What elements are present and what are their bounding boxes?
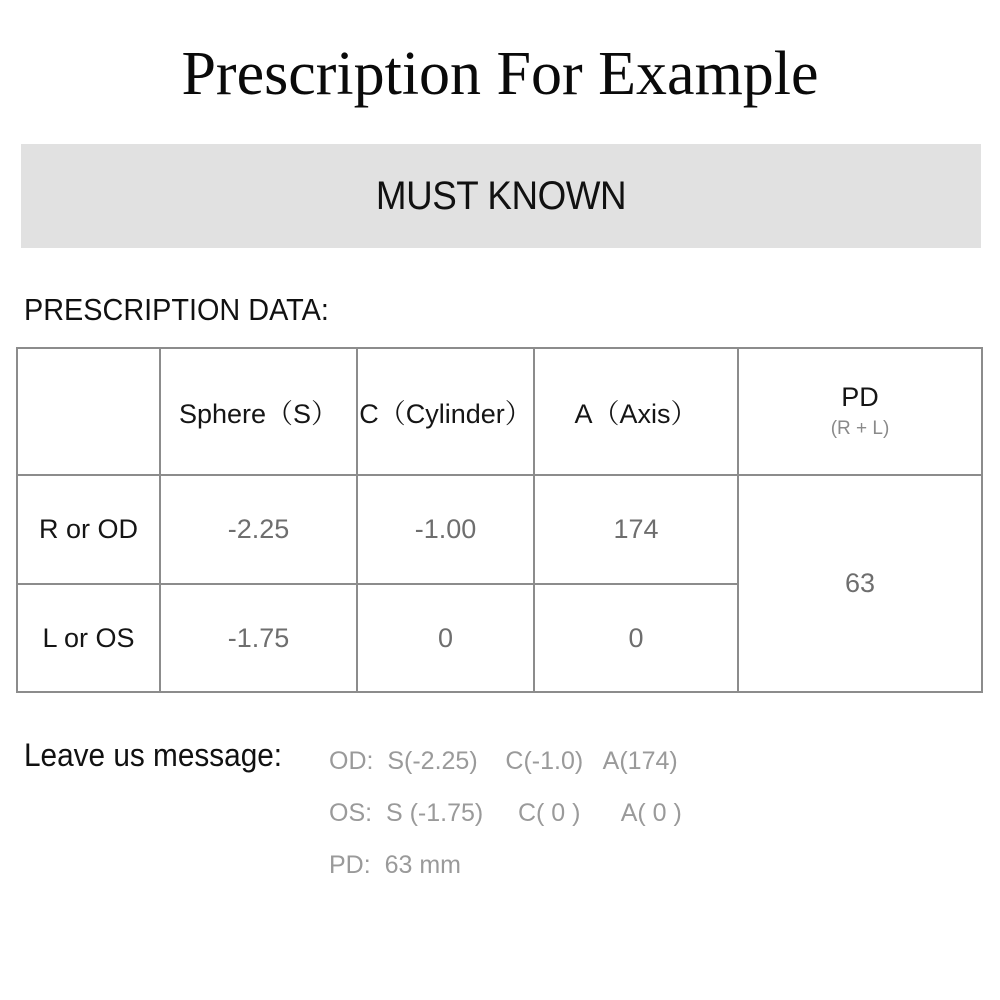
row-label-left: L or OS	[17, 584, 160, 692]
left-axis-value: 0	[534, 584, 738, 692]
row-label-right: R or OD	[17, 475, 160, 584]
prescription-table	[16, 347, 983, 693]
right-axis-value: 174	[534, 475, 738, 584]
page-title: Prescription For Example	[181, 40, 819, 108]
header-sphere: Sphere（S）	[160, 348, 357, 475]
right-sphere-value: -2.25	[160, 475, 357, 584]
header-axis: A（Axis）	[534, 348, 738, 475]
header-cylinder: C（Cylinder）	[357, 348, 534, 475]
pd-header-sub: (R + L)	[830, 417, 890, 439]
message-line-od: OD: S(-2.25) C(-1.0) A(174)	[329, 747, 678, 775]
leave-message-label: Leave us message:	[24, 737, 283, 773]
pd-value-cell	[738, 475, 982, 692]
left-cylinder-value: 0	[357, 584, 534, 692]
pd-header-label: PD	[841, 381, 879, 412]
pd-value: 63	[844, 568, 876, 598]
right-cylinder-value: -1.00	[357, 475, 534, 584]
table-header-row	[17, 348, 982, 475]
message-line-pd: PD: 63 mm	[329, 851, 461, 879]
header-empty-cell	[17, 348, 160, 475]
table-row	[17, 475, 982, 584]
left-sphere-value: -1.75	[160, 584, 357, 692]
prescription-data-label: PRESCRIPTION DATA:	[24, 292, 329, 327]
must-known-banner	[21, 144, 981, 248]
header-pd	[738, 348, 982, 475]
message-line-os: OS: S (-1.75) C( 0 ) A( 0 )	[329, 799, 682, 827]
banner-text: MUST KNOWN	[375, 173, 627, 218]
